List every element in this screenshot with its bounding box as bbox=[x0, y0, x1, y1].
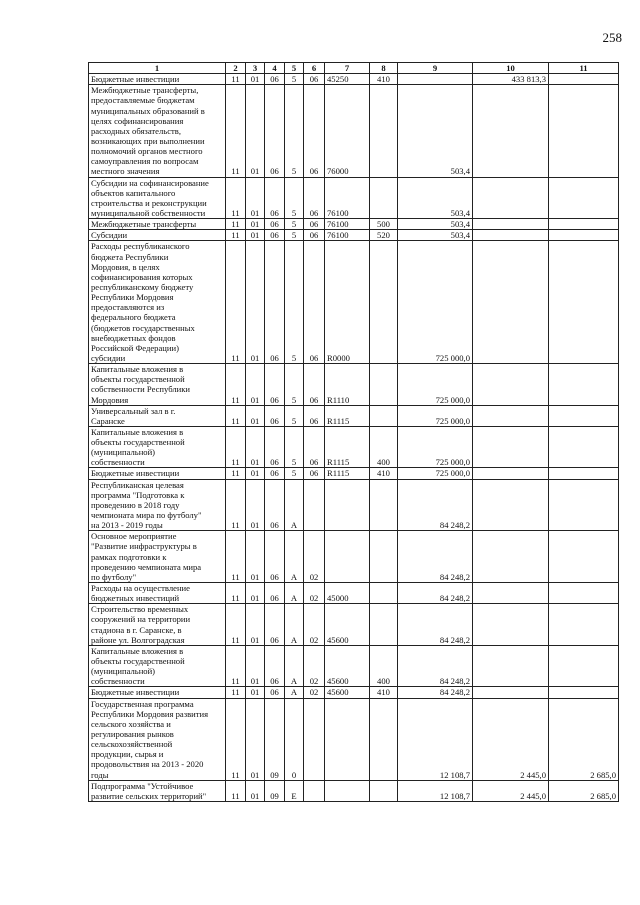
column-header: 3 bbox=[246, 63, 265, 74]
amount-cell bbox=[549, 604, 619, 646]
row-description: Межбюджетные трансферты, предоставляемые бюджетам муниципальных образований в целях софинансирования расходных обязательств, возникающих при выполнении полномочий органов местного самоуправления по вопросам местного значения bbox=[89, 85, 226, 177]
column-header: 7 bbox=[325, 63, 370, 74]
table-row bbox=[89, 698, 619, 780]
amount-cell: 2 685,0 bbox=[549, 780, 619, 801]
code-cell: 0 bbox=[285, 698, 304, 780]
table-row bbox=[89, 604, 619, 646]
code-cell: 11 bbox=[226, 479, 246, 531]
column-header: 8 bbox=[370, 63, 398, 74]
amount-cell: 12 108,7 bbox=[398, 780, 473, 801]
amount-cell bbox=[549, 687, 619, 698]
column-header: 4 bbox=[265, 63, 285, 74]
table-row bbox=[89, 687, 619, 698]
code-cell: А bbox=[285, 583, 304, 604]
table-row bbox=[89, 364, 619, 406]
code-cell: А bbox=[285, 645, 304, 687]
code-cell: 5 bbox=[285, 219, 304, 230]
amount-cell bbox=[549, 230, 619, 241]
code-cell: 06 bbox=[265, 177, 285, 219]
table-row bbox=[89, 241, 619, 364]
table-row bbox=[89, 583, 619, 604]
code-cell: 01 bbox=[246, 405, 265, 426]
code-cell: 01 bbox=[246, 531, 265, 583]
amount-cell bbox=[473, 687, 549, 698]
code-cell: 06 bbox=[304, 405, 325, 426]
code-cell: 5 bbox=[285, 230, 304, 241]
table-row bbox=[89, 645, 619, 687]
code-cell bbox=[370, 780, 398, 801]
code-cell: 45600 bbox=[325, 687, 370, 698]
code-cell: 76000 bbox=[325, 85, 370, 177]
code-cell: 11 bbox=[226, 85, 246, 177]
code-cell bbox=[370, 177, 398, 219]
code-cell: R1115 bbox=[325, 405, 370, 426]
code-cell: 5 bbox=[285, 74, 304, 85]
table-body bbox=[89, 74, 619, 802]
code-cell bbox=[370, 583, 398, 604]
code-cell: 410 bbox=[370, 74, 398, 85]
code-cell: 520 bbox=[370, 230, 398, 241]
row-description: Расходы республиканского бюджета Республики Мордовия, в целях софинансирования которых республиканскому бюджету Республики Мордовия предоставляются из федерального бюджета (бюджетов государственных внебюджетных фондов Российской Федерации) субсидии bbox=[89, 241, 226, 364]
amount-cell bbox=[549, 405, 619, 426]
code-cell: 76100 bbox=[325, 177, 370, 219]
amount-cell bbox=[473, 230, 549, 241]
code-cell: 02 bbox=[304, 645, 325, 687]
table-row bbox=[89, 85, 619, 177]
code-cell bbox=[304, 780, 325, 801]
code-cell: 01 bbox=[246, 177, 265, 219]
code-cell: Е bbox=[285, 780, 304, 801]
amount-cell: 2 445,0 bbox=[473, 780, 549, 801]
column-header: 6 bbox=[304, 63, 325, 74]
amount-cell bbox=[473, 583, 549, 604]
code-cell: 06 bbox=[304, 230, 325, 241]
table-row bbox=[89, 74, 619, 85]
amount-cell bbox=[473, 468, 549, 479]
code-cell: 06 bbox=[304, 241, 325, 364]
code-cell: 09 bbox=[265, 780, 285, 801]
amount-cell bbox=[473, 364, 549, 406]
amount-cell bbox=[473, 645, 549, 687]
page-number: 258 bbox=[602, 30, 622, 45]
amount-cell bbox=[549, 241, 619, 364]
code-cell: 01 bbox=[246, 85, 265, 177]
code-cell: 06 bbox=[265, 687, 285, 698]
amount-cell: 84 248,2 bbox=[398, 687, 473, 698]
code-cell: 01 bbox=[246, 74, 265, 85]
code-cell: 5 bbox=[285, 85, 304, 177]
code-cell: R1115 bbox=[325, 468, 370, 479]
code-cell: 06 bbox=[265, 531, 285, 583]
code-cell: 45600 bbox=[325, 604, 370, 646]
code-cell: 01 bbox=[246, 426, 265, 468]
code-cell: 11 bbox=[226, 583, 246, 604]
code-cell bbox=[325, 479, 370, 531]
amount-cell bbox=[549, 645, 619, 687]
code-cell: 11 bbox=[226, 645, 246, 687]
code-cell: 02 bbox=[304, 687, 325, 698]
code-cell: 06 bbox=[304, 468, 325, 479]
amount-cell bbox=[473, 479, 549, 531]
code-cell: 500 bbox=[370, 219, 398, 230]
code-cell: 11 bbox=[226, 241, 246, 364]
code-cell: 5 bbox=[285, 405, 304, 426]
table-row bbox=[89, 780, 619, 801]
amount-cell bbox=[549, 177, 619, 219]
code-cell: 06 bbox=[265, 241, 285, 364]
code-cell: 06 bbox=[304, 177, 325, 219]
column-header: 11 bbox=[549, 63, 619, 74]
amount-cell bbox=[549, 426, 619, 468]
code-cell bbox=[370, 531, 398, 583]
code-cell bbox=[370, 241, 398, 364]
code-cell: 01 bbox=[246, 698, 265, 780]
amount-cell bbox=[549, 85, 619, 177]
table-row bbox=[89, 230, 619, 241]
amount-cell bbox=[473, 219, 549, 230]
code-cell: 11 bbox=[226, 230, 246, 241]
code-cell: 06 bbox=[265, 583, 285, 604]
code-cell: 400 bbox=[370, 426, 398, 468]
code-cell: 06 bbox=[304, 74, 325, 85]
code-cell bbox=[304, 479, 325, 531]
code-cell: 11 bbox=[226, 468, 246, 479]
amount-cell: 2 685,0 bbox=[549, 698, 619, 780]
code-cell: 06 bbox=[265, 645, 285, 687]
code-cell: 06 bbox=[265, 74, 285, 85]
row-description: Межбюджетные трансферты bbox=[89, 219, 226, 230]
amount-cell: 725 000,0 bbox=[398, 405, 473, 426]
code-cell: 5 bbox=[285, 177, 304, 219]
amount-cell: 84 248,2 bbox=[398, 604, 473, 646]
code-cell: 06 bbox=[265, 405, 285, 426]
code-cell: 11 bbox=[226, 604, 246, 646]
code-cell: 01 bbox=[246, 645, 265, 687]
code-cell bbox=[370, 604, 398, 646]
code-cell: 01 bbox=[246, 230, 265, 241]
column-header: 10 bbox=[473, 63, 549, 74]
code-cell: 11 bbox=[226, 364, 246, 406]
code-cell: 45600 bbox=[325, 645, 370, 687]
code-cell: 01 bbox=[246, 604, 265, 646]
code-cell: А bbox=[285, 479, 304, 531]
amount-cell: 84 248,2 bbox=[398, 645, 473, 687]
code-cell: 5 bbox=[285, 468, 304, 479]
row-description: Капитальные вложения в объекты государственной (муниципальной) собственности bbox=[89, 645, 226, 687]
table-row bbox=[89, 479, 619, 531]
row-description: Капитальные вложения в объекты государственной (муниципальной) собственности bbox=[89, 426, 226, 468]
amount-cell: 433 813,3 bbox=[473, 74, 549, 85]
amount-cell bbox=[549, 479, 619, 531]
code-cell: R1110 bbox=[325, 364, 370, 406]
amount-cell bbox=[473, 405, 549, 426]
row-description: Универсальный зал в г. Саранске bbox=[89, 405, 226, 426]
code-cell: 06 bbox=[265, 479, 285, 531]
code-cell: 06 bbox=[265, 219, 285, 230]
code-cell: 11 bbox=[226, 698, 246, 780]
amount-cell: 84 248,2 bbox=[398, 479, 473, 531]
amount-cell: 84 248,2 bbox=[398, 583, 473, 604]
amount-cell bbox=[549, 219, 619, 230]
column-header: 2 bbox=[226, 63, 246, 74]
row-description: Субсидии на софинансирование объектов капитального строительства и реконструкции муниципальной собственности bbox=[89, 177, 226, 219]
amount-cell: 725 000,0 bbox=[398, 241, 473, 364]
amount-cell bbox=[473, 85, 549, 177]
row-description: Подпрограмма "Устойчивое развитие сельских территорий" bbox=[89, 780, 226, 801]
amount-cell: 725 000,0 bbox=[398, 426, 473, 468]
row-description: Строительство временных сооружений на территории стадиона в г. Саранске, в районе ул. Волгоградская bbox=[89, 604, 226, 646]
code-cell: 11 bbox=[226, 405, 246, 426]
code-cell: 01 bbox=[246, 241, 265, 364]
row-description: Бюджетные инвестиции bbox=[89, 687, 226, 698]
amount-cell bbox=[549, 468, 619, 479]
code-cell: 01 bbox=[246, 687, 265, 698]
code-cell: 06 bbox=[265, 468, 285, 479]
code-cell: 01 bbox=[246, 219, 265, 230]
code-cell bbox=[304, 698, 325, 780]
code-cell: 45000 bbox=[325, 583, 370, 604]
amount-cell: 2 445,0 bbox=[473, 698, 549, 780]
code-cell: 11 bbox=[226, 531, 246, 583]
table-row bbox=[89, 468, 619, 479]
code-cell: 01 bbox=[246, 583, 265, 604]
code-cell bbox=[370, 479, 398, 531]
amount-cell bbox=[473, 426, 549, 468]
code-cell: 11 bbox=[226, 177, 246, 219]
code-cell: 06 bbox=[304, 219, 325, 230]
code-cell: 06 bbox=[265, 85, 285, 177]
amount-cell: 725 000,0 bbox=[398, 364, 473, 406]
amount-cell bbox=[549, 583, 619, 604]
column-header: 1 bbox=[89, 63, 226, 74]
code-cell: 06 bbox=[304, 364, 325, 406]
budget-table bbox=[88, 62, 619, 802]
code-cell bbox=[370, 405, 398, 426]
code-cell bbox=[325, 531, 370, 583]
code-cell: 410 bbox=[370, 687, 398, 698]
amount-cell: 84 248,2 bbox=[398, 531, 473, 583]
column-header: 9 bbox=[398, 63, 473, 74]
code-cell: 11 bbox=[226, 780, 246, 801]
code-cell: 76100 bbox=[325, 230, 370, 241]
table-row bbox=[89, 405, 619, 426]
table-row bbox=[89, 531, 619, 583]
code-cell: 5 bbox=[285, 426, 304, 468]
amount-cell bbox=[549, 74, 619, 85]
column-header: 5 bbox=[285, 63, 304, 74]
code-cell: 11 bbox=[226, 219, 246, 230]
code-cell bbox=[370, 698, 398, 780]
table-row bbox=[89, 219, 619, 230]
code-cell: 01 bbox=[246, 780, 265, 801]
code-cell: 45250 bbox=[325, 74, 370, 85]
row-description: Бюджетные инвестиции bbox=[89, 468, 226, 479]
amount-cell bbox=[549, 531, 619, 583]
row-description: Бюджетные инвестиции bbox=[89, 74, 226, 85]
code-cell: 06 bbox=[265, 426, 285, 468]
code-cell: 09 bbox=[265, 698, 285, 780]
amount-cell bbox=[473, 177, 549, 219]
code-cell: 06 bbox=[265, 604, 285, 646]
code-cell: А bbox=[285, 687, 304, 698]
code-cell: 5 bbox=[285, 241, 304, 364]
code-cell: 11 bbox=[226, 426, 246, 468]
code-cell: 01 bbox=[246, 479, 265, 531]
row-description: Капитальные вложения в объекты государственной собственности Республики Мордовия bbox=[89, 364, 226, 406]
code-cell: 06 bbox=[265, 230, 285, 241]
code-cell: 400 bbox=[370, 645, 398, 687]
code-cell: 02 bbox=[304, 583, 325, 604]
amount-cell bbox=[473, 531, 549, 583]
table-row bbox=[89, 426, 619, 468]
row-description: Республиканская целевая программа "Подготовка к проведению в 2018 году чемпионата мира по футболу" на 2013 - 2019 годы bbox=[89, 479, 226, 531]
amount-cell bbox=[398, 74, 473, 85]
table-row bbox=[89, 177, 619, 219]
row-description: Расходы на осуществление бюджетных инвестиций bbox=[89, 583, 226, 604]
code-cell: 76100 bbox=[325, 219, 370, 230]
code-cell: 11 bbox=[226, 74, 246, 85]
code-cell: А bbox=[285, 531, 304, 583]
code-cell: 01 bbox=[246, 364, 265, 406]
amount-cell: 12 108,7 bbox=[398, 698, 473, 780]
amount-cell: 503,4 bbox=[398, 85, 473, 177]
amount-cell bbox=[473, 241, 549, 364]
code-cell: 410 bbox=[370, 468, 398, 479]
code-cell: 02 bbox=[304, 604, 325, 646]
amount-cell: 503,4 bbox=[398, 177, 473, 219]
amount-cell: 725 000,0 bbox=[398, 468, 473, 479]
code-cell: R0000 bbox=[325, 241, 370, 364]
code-cell: 01 bbox=[246, 468, 265, 479]
code-cell: А bbox=[285, 604, 304, 646]
row-description: Субсидии bbox=[89, 230, 226, 241]
amount-cell: 503,4 bbox=[398, 230, 473, 241]
code-cell: R1115 bbox=[325, 426, 370, 468]
code-cell: 02 bbox=[304, 531, 325, 583]
row-description: Государственная программа Республики Мордовия развития сельского хозяйства и регулирования рынков сельскохозяйственной продукции, сырья и продовольствия на 2013 - 2020 годы bbox=[89, 698, 226, 780]
code-cell: 06 bbox=[304, 85, 325, 177]
code-cell bbox=[370, 85, 398, 177]
amount-cell bbox=[549, 364, 619, 406]
code-cell bbox=[325, 780, 370, 801]
amount-cell bbox=[473, 604, 549, 646]
code-cell: 5 bbox=[285, 364, 304, 406]
code-cell bbox=[370, 364, 398, 406]
code-cell bbox=[325, 698, 370, 780]
row-description: Основное мероприятие "Развитие инфраструктуры в рамках подготовки к проведению чемпионата мира по футболу" bbox=[89, 531, 226, 583]
code-cell: 06 bbox=[304, 426, 325, 468]
header-row bbox=[89, 63, 619, 74]
code-cell: 06 bbox=[265, 364, 285, 406]
code-cell: 11 bbox=[226, 687, 246, 698]
amount-cell: 503,4 bbox=[398, 219, 473, 230]
